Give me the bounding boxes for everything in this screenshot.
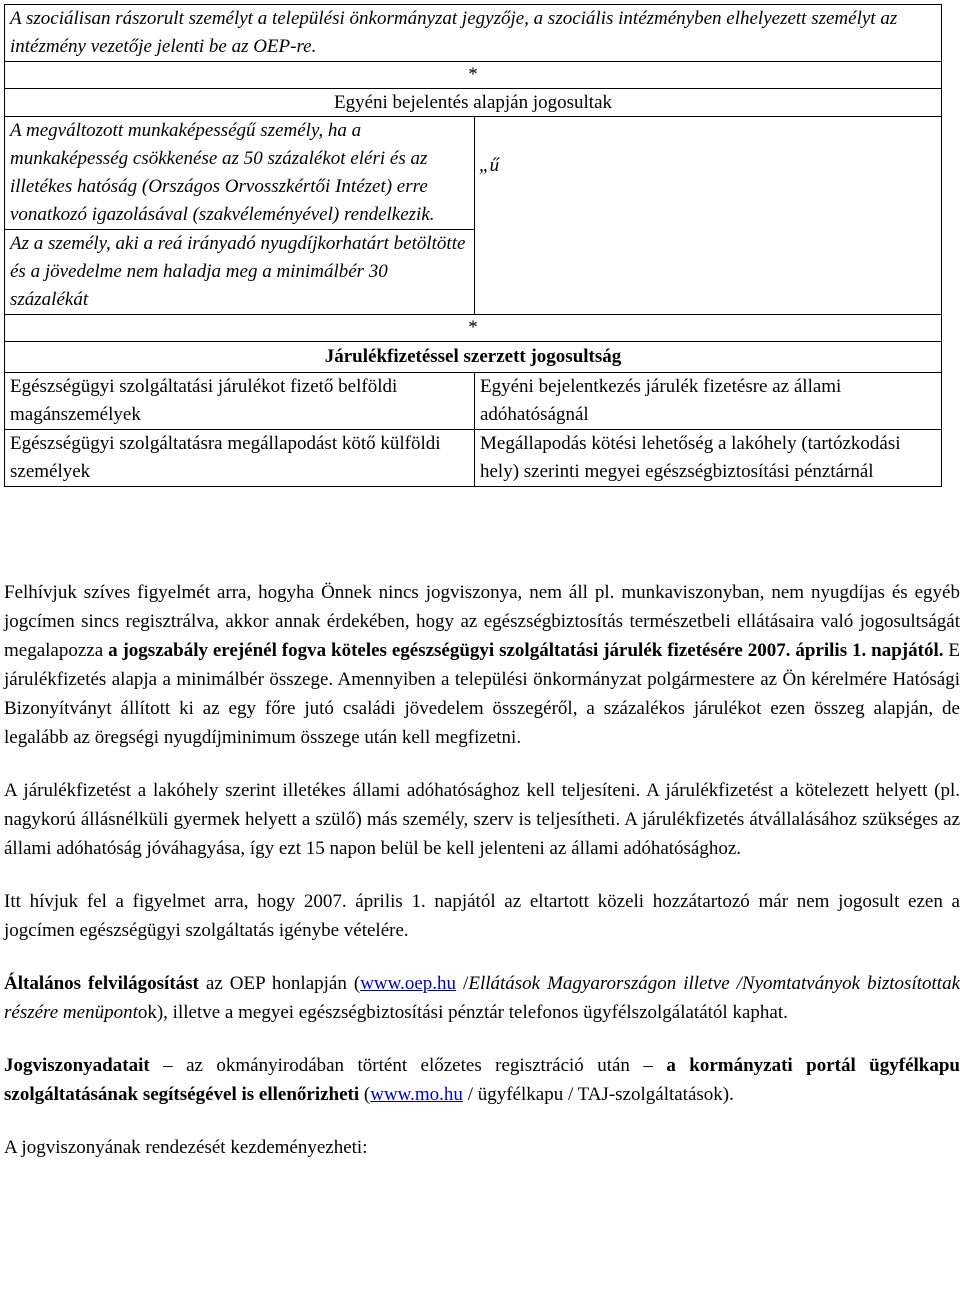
paragraph-text: az OEP honlapján ( <box>198 973 361 994</box>
section-heading-contribution: Járulékfizetéssel szerzett jogosultság <box>5 342 942 373</box>
table-row <box>5 5 942 62</box>
domestic-payers-action-cell: Egyéni bejelentkezés járulék fizetésre az állami adóhatóságnál <box>475 373 942 430</box>
table-row <box>5 430 942 487</box>
eligibility-table <box>4 4 942 487</box>
ditto-mark: „ű <box>479 154 500 176</box>
paragraph-text: Felhívjuk szíves figyelmét arra, hogyha Önnek nincs jogviszonya, nem áll pl. munkaviszonyban, nem nyugdíjas és egyéb jogcímen sincs regisztrálva, akkor annak érdekében, hogy az egészségbiztosítás természetbeli ellátásaira való jogosultságát megalapozza <box>4 582 960 661</box>
table-row <box>5 342 942 373</box>
portal-emphasis: Jogviszonyadatait <box>4 1055 150 1076</box>
foreign-persons-cell: Egészségügyi szolgáltatásra megállapodást kötő külföldi személyek <box>5 430 475 487</box>
paragraph-payment: A járulékfizetést a lakóhely szerint illetékes állami adóhatósághoz kell teljesíteni. A járulékfizetést a kötelezett helyett (pl. nagykorú állásnélküli gyermek helyett a szülő) más személy, szerv is teljesítheti. A járulékfizetés átvállalásához szükséges az állami adóhatóság jóváhagyása, így ezt 15 napon belül be kell jelenteni az állami adóhatósághoz. <box>4 780 960 859</box>
separator-asterisk: * <box>5 315 942 342</box>
ditto-mark-cell <box>475 117 942 315</box>
table-row <box>5 117 942 230</box>
paragraph-dependents: Itt hívjuk fel a figyelmet arra, hogy 2007. április 1. napjától az eltartott közeli hozzátartozó már nem jogosult ezen a jogcímen egészségügyi szolgáltatás igénybe vételére. <box>4 891 960 941</box>
paragraph-text: E járulékfizetés alapja a minimálbér összege. Amennyiben a települési önkormányzat polgármestere az Ön kérelmére Hatósági Bizonyítványt állított ki az egy főre jutó családi jövedelem összegéről, a százalékos járulékot ezen összeg alapján, de legalább az öregségi nyugdíjminimum összege után kell megfizetni. <box>4 640 960 748</box>
paragraph-text: / ügyfélkapu / TAJ-szolgáltatások). <box>462 1084 734 1105</box>
domestic-payers-cell: Egészségügyi szolgáltatási járulékot fizető belföldi magánszemélyek <box>5 373 475 430</box>
paragraph-text: ( <box>359 1084 371 1105</box>
paragraph-text: – az okmányirodában történt előzetes regisztráció után – <box>149 1055 667 1076</box>
portal-emphasis: a kormányzati portál ügyfélkapu szolgáltatásának segítségével is ellenőrizheti <box>4 1055 960 1105</box>
table-row <box>5 373 942 430</box>
paragraph-initiate: A jogviszonyának rendezését kezdeményezheti: <box>4 1137 368 1158</box>
table-row <box>5 89 942 117</box>
oep-link[interactable]: www.oep.hu <box>360 973 457 994</box>
separator-asterisk: * <box>5 62 942 89</box>
obligation-emphasis: a jogszabály erejénél fogva köteles egészségügyi szolgáltatási járulék fizetésére 2007. április 1. napjától. <box>108 640 944 661</box>
body-text <box>4 578 960 1162</box>
reduced-capacity-cell: A megváltozott munkaképességű személy, ha a munkaképesség csökkenése az 50 százalékot eléri és az illetékes hatóság (Országos Orvosszkértői Intézet) erre vonatkozó igazolásával (szakvéleményével) rendelkezik. <box>5 117 475 230</box>
paragraph-portal <box>4 1051 960 1109</box>
section-heading-individual: Egyéni bejelentés alapján jogosultak <box>5 89 942 117</box>
social-notice-cell: A szociálisan rászorult személyt a települési önkormányzat jegyzője, a szociális intézményben elhelyezett személyt az intézmény vezetője jelenti be az OEP-re. <box>5 5 942 62</box>
paragraph-information <box>4 969 960 1027</box>
paragraph-text: / <box>456 973 469 994</box>
menu-path: Ellátások Magyarországon illetve /Nyomtatványok biztosítottak részére menüpont <box>4 973 960 1023</box>
paragraph-text: ok), illetve a megyei egészségbiztosítási pénztár telefonos ügyfélszolgálatától kaphat. <box>137 1002 788 1023</box>
foreign-persons-action-cell: Megállapodás kötési lehetőség a lakóhely (tartózkodási hely) szerinti megyei egészségbiztosítási pénztárnál <box>475 430 942 487</box>
mo-link[interactable]: www.mo.hu <box>370 1084 463 1105</box>
retirement-age-cell: Az a személy, aki a reá irányadó nyugdíjkorhatárt betöltötte és a jövedelme nem haladja meg a minimálbér 30 százalékát <box>5 230 475 315</box>
paragraph-obligation <box>4 578 960 752</box>
table-row <box>5 315 942 342</box>
information-emphasis: Általános felvilágosítást <box>4 973 199 994</box>
table-row <box>5 62 942 89</box>
